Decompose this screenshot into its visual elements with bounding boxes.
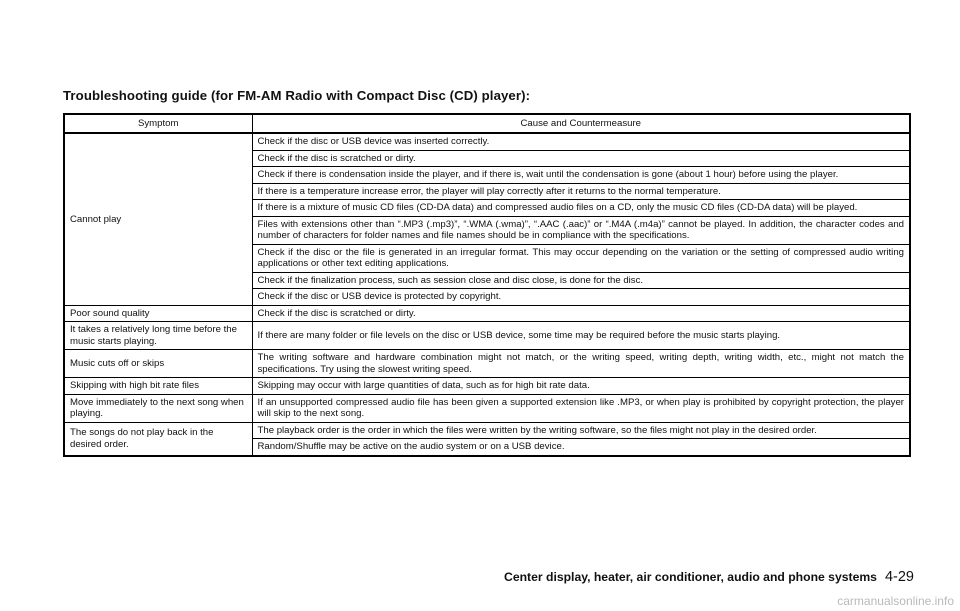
symptom-cell: Poor sound quality [64,305,252,322]
cause-cell: If there is a mixture of music CD files (CD-DA data) and compressed audio files on a CD, only the music CD files (CD-DA data) will be played. [252,200,910,217]
table-row [64,378,910,395]
cause-cell: Random/Shuffle may be active on the audio system or on a USB device. [252,439,910,456]
column-header-symptom: Symptom [64,114,252,133]
page-footer [504,569,914,585]
table-row [64,322,910,350]
cause-cell: Files with extensions other than “.MP3 (.mp3)”, “.WMA (.wma)”, “.AAC (.aac)” or “.M4A (.m4a)” cannot be played. In addition, the character codes and number of characters for folder names and file names should be in compliance with the specifications. [252,216,910,244]
troubleshooting-table [63,113,911,457]
cause-cell: Check if the disc is scratched or dirty. [252,305,910,322]
cause-cell: If an unsupported compressed audio file has been given a supported extension like .MP3, or when play is prohibited by copyright protection, the player will skip to the next song. [252,394,910,422]
cause-cell: Check if the disc or USB device was inserted correctly. [252,133,910,150]
table-row [64,422,910,439]
cause-cell: The playback order is the order in which the files were written by the writing software, so the files might not play in the desired order. [252,422,910,439]
symptom-cell: Music cuts off or skips [64,350,252,378]
symptom-cell: Skipping with high bit rate files [64,378,252,395]
table-row [64,350,910,378]
cause-cell: Check if the disc or USB device is protected by copyright. [252,289,910,306]
cause-cell: Check if the disc is scratched or dirty. [252,150,910,167]
page-title: Troubleshooting guide (for FM-AM Radio with Compact Disc (CD) player): [63,88,531,103]
table-row [64,305,910,322]
cause-cell: Check if the disc or the file is generated in an irregular format. This may occur depending on the variation or the setting of compressed audio writing applications or other text editing applications. [252,244,910,272]
cause-cell: The writing software and hardware combination might not match, or the writing speed, writing depth, writing width, etc., might not match the specifications. Try using the slowest writing speed. [252,350,910,378]
footer-section-title: Center display, heater, air conditioner, audio and phone systems [504,570,877,584]
cause-cell: Skipping may occur with large quantities of data, such as for high bit rate data. [252,378,910,395]
cause-cell: If there is a temperature increase error, the player will play correctly after it returns to the normal temperature. [252,183,910,200]
cause-cell: Check if the finalization process, such as session close and disc close, is done for the disc. [252,272,910,289]
cause-cell: If there are many folder or file levels on the disc or USB device, some time may be required before the music starts playing. [252,322,910,350]
symptom-cell: It takes a relatively long time before the music starts playing. [64,322,252,350]
symptom-cell: Cannot play [64,133,252,305]
table-row [64,394,910,422]
column-header-cause: Cause and Countermeasure [252,114,910,133]
table-row [64,133,910,150]
table-header-row [64,114,910,133]
symptom-cell: Move immediately to the next song when playing. [64,394,252,422]
page-number: 4-29 [884,569,914,585]
cause-cell: Check if there is condensation inside the player, and if there is, wait until the condensation is gone (about 1 hour) before using the player. [252,167,910,184]
symptom-cell: The songs do not play back in the desired order. [64,422,252,456]
watermark: carmanualsonline.info [837,594,954,608]
